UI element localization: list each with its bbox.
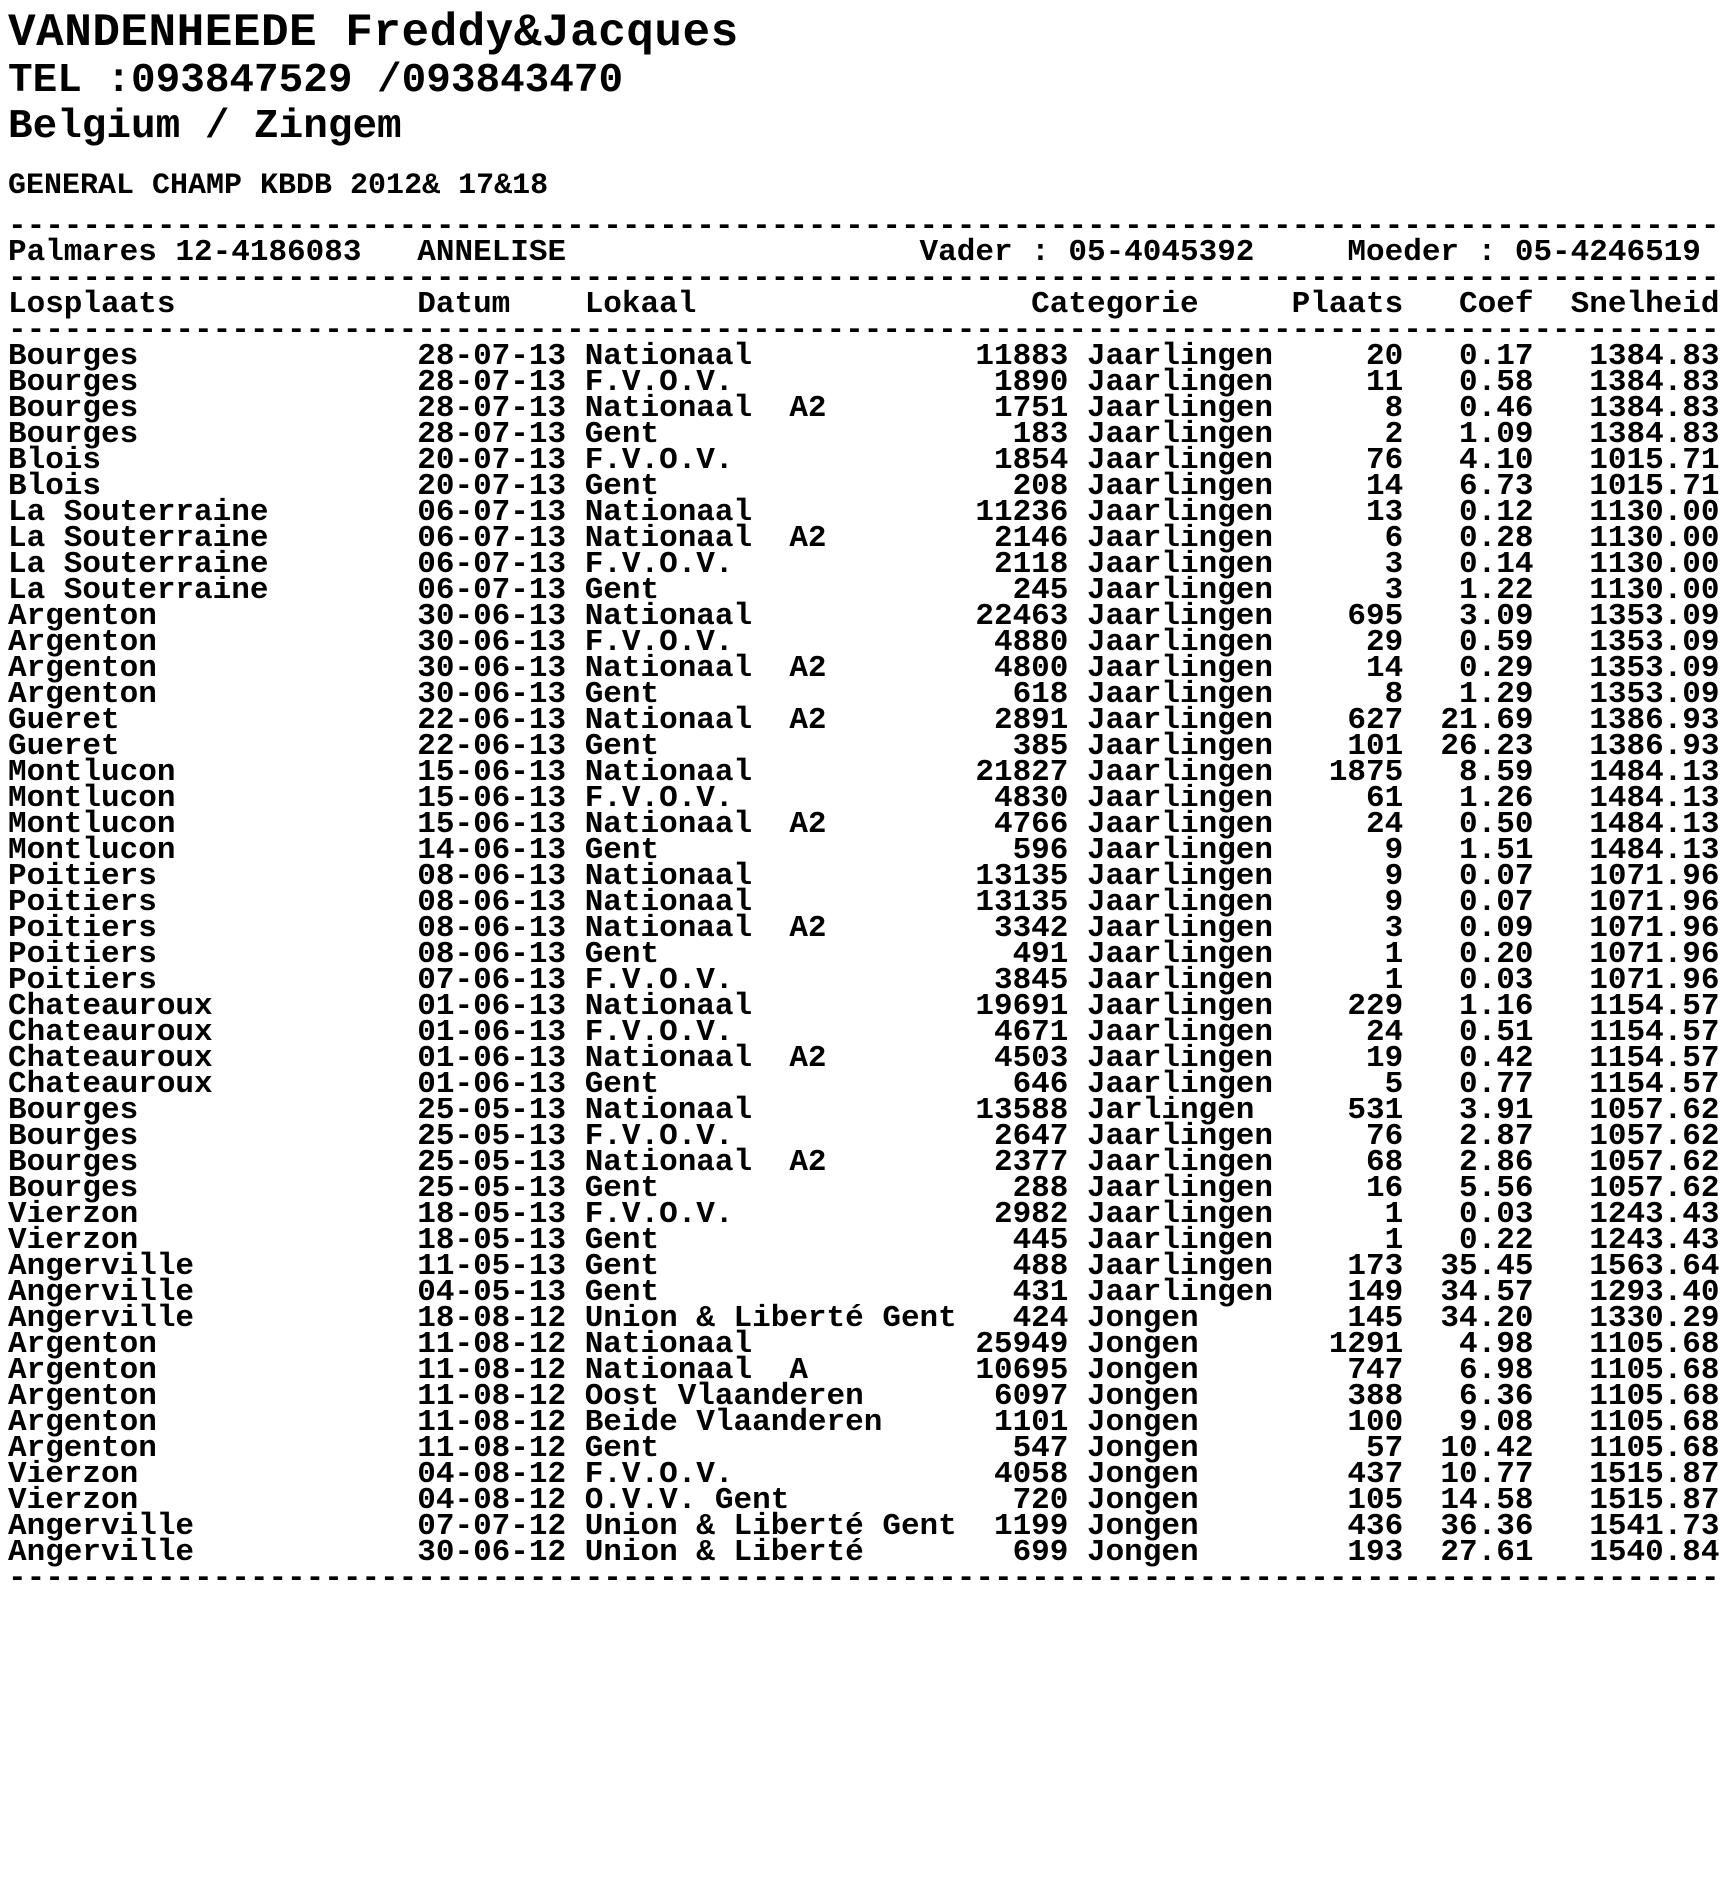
telephone-line: TEL :093847529 /093843470 bbox=[8, 58, 624, 104]
table-row: Argenton 11-08-12 Gent 547 Jongen 57 10.42 1105.68 bbox=[8, 1431, 1720, 1466]
table-row: Bourges 28-07-13 Nationaal A2 1751 Jaarlingen 8 0.46 1384.83 bbox=[8, 391, 1720, 426]
table-row: Argenton 30-06-13 Nationaal A2 4800 Jaarlingen 14 0.29 1353.09 bbox=[8, 651, 1720, 686]
table-row: Chateauroux 01-06-13 Nationaal A2 4503 Jaarlingen 19 0.42 1154.57 bbox=[8, 1041, 1720, 1076]
table-row: Vierzon 18-05-13 Gent 445 Jaarlingen 1 0.22 1243.43 bbox=[8, 1223, 1720, 1258]
divider-line: -------------------------------------------------------------------------------------------- bbox=[8, 209, 1720, 244]
table-row: Bourges 28-07-13 Gent 183 Jaarlingen 2 1.09 1384.83 bbox=[8, 417, 1720, 452]
table-row: Montlucon 15-06-13 Nationaal 21827 Jaarlingen 1875 8.59 1484.13 bbox=[8, 755, 1720, 790]
table-row: Bourges 25-05-13 Nationaal A2 2377 Jaarlingen 68 2.86 1057.62 bbox=[8, 1145, 1720, 1180]
table-row: Bourges 28-07-13 F.V.O.V. 1890 Jaarlingen 11 0.58 1384.83 bbox=[8, 365, 1720, 400]
table-row: Bourges 25-05-13 F.V.O.V. 2647 Jaarlingen 76 2.87 1057.62 bbox=[8, 1119, 1720, 1154]
table-row: Poitiers 08-06-13 Gent 491 Jaarlingen 1 0.20 1071.96 bbox=[8, 937, 1720, 972]
table-row: La Souterraine 06-07-13 Nationaal 11236 Jaarlingen 13 0.12 1130.00 bbox=[8, 495, 1720, 530]
table-row: Poitiers 08-06-13 Nationaal 13135 Jaarlingen 9 0.07 1071.96 bbox=[8, 885, 1720, 920]
table-row: La Souterraine 06-07-13 F.V.O.V. 2118 Jaarlingen 3 0.14 1130.00 bbox=[8, 547, 1720, 582]
table-row: Poitiers 08-06-13 Nationaal A2 3342 Jaarlingen 3 0.09 1071.96 bbox=[8, 911, 1720, 946]
table-row: Blois 20-07-13 F.V.O.V. 1854 Jaarlingen 76 4.10 1015.71 bbox=[8, 443, 1720, 478]
table-row: Vierzon 18-05-13 F.V.O.V. 2982 Jaarlingen 1 0.03 1243.43 bbox=[8, 1197, 1720, 1232]
table-row: Bourges 25-05-13 Gent 288 Jaarlingen 16 5.56 1057.62 bbox=[8, 1171, 1720, 1206]
table-row: Poitiers 08-06-13 Nationaal 13135 Jaarlingen 9 0.07 1071.96 bbox=[8, 859, 1720, 894]
table-row: Argenton 11-08-12 Nationaal 25949 Jongen 1291 4.98 1105.68 bbox=[8, 1327, 1720, 1362]
table-row: Angerville 18-08-12 Union & Liberté Gent 424 Jongen 145 34.20 1330.29 bbox=[8, 1301, 1720, 1336]
divider-line: -------------------------------------------------------------------------------------------- bbox=[8, 313, 1720, 348]
table-row: Montlucon 14-06-13 Gent 596 Jaarlingen 9 1.51 1484.13 bbox=[8, 833, 1720, 868]
divider-line: -------------------------------------------------------------------------------------------- bbox=[8, 261, 1720, 296]
championship-subtitle: GENERAL CHAMP KBDB 2012& 17&18 bbox=[8, 169, 549, 203]
results-report bbox=[8, 209, 1720, 1596]
table-row: Chateauroux 01-06-13 Nationaal 19691 Jaarlingen 229 1.16 1154.57 bbox=[8, 989, 1720, 1024]
table-row: Chateauroux 01-06-13 Gent 646 Jaarlingen 5 0.77 1154.57 bbox=[8, 1067, 1720, 1102]
table-row: Bourges 25-05-13 Nationaal 13588 Jarlingen 531 3.91 1057.62 bbox=[8, 1093, 1720, 1128]
table-row: Gueret 22-06-13 Gent 385 Jaarlingen 101 26.23 1386.93 bbox=[8, 729, 1720, 764]
table-row: Argenton 11-08-12 Oost Vlaanderen 6097 Jongen 388 6.36 1105.68 bbox=[8, 1379, 1720, 1414]
table-row: La Souterraine 06-07-13 Gent 245 Jaarlingen 3 1.22 1130.00 bbox=[8, 573, 1720, 608]
table-row: Argenton 30-06-13 F.V.O.V. 4880 Jaarlingen 29 0.59 1353.09 bbox=[8, 625, 1720, 660]
table-row: Vierzon 04-08-12 O.V.V. Gent 720 Jongen 105 14.58 1515.87 bbox=[8, 1483, 1720, 1518]
table-row: Montlucon 15-06-13 Nationaal A2 4766 Jaarlingen 24 0.50 1484.13 bbox=[8, 807, 1720, 842]
table-row: Angerville 30-06-12 Union & Liberté 699 Jongen 193 27.61 1540.84 bbox=[8, 1535, 1720, 1570]
palmares-line: Palmares 12-4186083 ANNELISE Vader : 05-4045392 Moeder : 05-4246519 bbox=[8, 235, 1701, 270]
column-header-row: Losplaats Datum Lokaal Categorie Plaats Coef Snelheid bbox=[8, 287, 1720, 322]
table-row: Gueret 22-06-13 Nationaal A2 2891 Jaarlingen 627 21.69 1386.93 bbox=[8, 703, 1720, 738]
table-row: Angerville 11-05-13 Gent 488 Jaarlingen 173 35.45 1563.64 bbox=[8, 1249, 1720, 1284]
table-row: Montlucon 15-06-13 F.V.O.V. 4830 Jaarlingen 61 1.26 1484.13 bbox=[8, 781, 1720, 816]
location-line: Belgium / Zingem bbox=[8, 104, 402, 150]
table-row: Angerville 07-07-12 Union & Liberté Gent 1199 Jongen 436 36.36 1541.73 bbox=[8, 1509, 1720, 1544]
fancier-name-title: VANDENHEEDE Freddy&Jacques bbox=[8, 7, 739, 59]
table-row: Argenton 11-08-12 Beide Vlaanderen 1101 Jongen 100 9.08 1105.68 bbox=[8, 1405, 1720, 1440]
table-row: Poitiers 07-06-13 F.V.O.V. 3845 Jaarlingen 1 0.03 1071.96 bbox=[8, 963, 1720, 998]
table-row: Argenton 11-08-12 Nationaal A 10695 Jongen 747 6.98 1105.68 bbox=[8, 1353, 1720, 1388]
table-row: La Souterraine 06-07-13 Nationaal A2 2146 Jaarlingen 6 0.28 1130.00 bbox=[8, 521, 1720, 556]
divider-line: -------------------------------------------------------------------------------------------- bbox=[8, 1561, 1720, 1596]
table-row: Bourges 28-07-13 Nationaal 11883 Jaarlingen 20 0.17 1384.83 bbox=[8, 339, 1720, 374]
table-row: Blois 20-07-13 Gent 208 Jaarlingen 14 6.73 1015.71 bbox=[8, 469, 1720, 504]
table-row: Argenton 30-06-13 Gent 618 Jaarlingen 8 1.29 1353.09 bbox=[8, 677, 1720, 712]
table-row: Argenton 30-06-13 Nationaal 22463 Jaarlingen 695 3.09 1353.09 bbox=[8, 599, 1720, 634]
table-row: Vierzon 04-08-12 F.V.O.V. 4058 Jongen 437 10.77 1515.87 bbox=[8, 1457, 1720, 1492]
table-row: Chateauroux 01-06-13 F.V.O.V. 4671 Jaarlingen 24 0.51 1154.57 bbox=[8, 1015, 1720, 1050]
table-row: Angerville 04-05-13 Gent 431 Jaarlingen 149 34.57 1293.40 bbox=[8, 1275, 1720, 1310]
